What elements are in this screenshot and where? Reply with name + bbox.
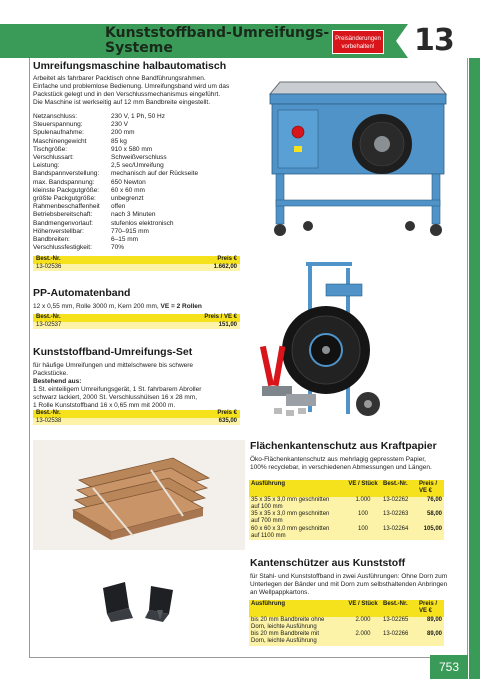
- price-table-header: [33, 410, 240, 418]
- price-table-row: [33, 418, 240, 426]
- order-number: 13-02262: [381, 497, 417, 512]
- machine-desc-line: Einfache und problemlose Bedienung. Umreifungsband wird um das: [33, 83, 230, 90]
- plastic-title: Kantenschützer aus Kunststoff: [250, 557, 406, 569]
- pp-title: PP-Automatenband: [33, 287, 131, 299]
- kraft-desc-line: 100% recyclebar, in verschiedenen Abmessungen und Längen.: [250, 464, 432, 471]
- machine-specs: [33, 113, 248, 252]
- header-price: Preis €: [217, 256, 237, 262]
- machine-desc-line: Die Maschine ist werkseitig auf 12 mm Bandbreite eingestellt.: [33, 99, 211, 106]
- execution-line: 35 x 35 x 3,0 mm geschnitten: [251, 511, 330, 518]
- chapter-number: 13: [414, 23, 454, 58]
- header-price: Preis / VE €: [417, 480, 444, 497]
- plastic-desc-line: an Wellpappkartons.: [250, 589, 310, 596]
- spec-value: 200 mm: [111, 129, 135, 137]
- price-value: 76,00: [417, 497, 444, 512]
- spec-value: Schweißverschluss: [111, 154, 167, 162]
- spec-key: Verschlussfestigkeit:: [33, 244, 92, 252]
- spec-row: [33, 228, 248, 236]
- plastic-desc-line: Unterlegen der Bänder und mit Dorn zum selbsthaltenden Anbringen: [250, 581, 448, 588]
- price-note-line2: vorbehalten!: [341, 44, 375, 50]
- kraft-price-table: [249, 480, 444, 540]
- execution-line: 35 x 35 x 3,0 mm geschnitten: [251, 496, 330, 503]
- page-title-line2: Systeme: [105, 40, 173, 56]
- set-contents-line: 1 Rolle Kunststoffband 16 x 0,65 mm mit 2000 m.: [33, 402, 176, 409]
- spec-value: 910 x 580 mm: [111, 145, 153, 153]
- spec-key: Rahmenbeschaffenheit: [33, 203, 100, 211]
- execution-cell: [249, 617, 345, 632]
- price-table-row: [33, 322, 240, 330]
- spec-key: Verschlussart:: [33, 154, 74, 162]
- page-title: [105, 24, 330, 58]
- spec-row: [33, 244, 248, 252]
- spec-row: [33, 170, 248, 178]
- price-value: 635,00: [218, 417, 237, 424]
- spec-key: max. Bandspannung:: [33, 178, 95, 186]
- price-value: 58,00: [417, 511, 444, 526]
- spec-key: kleinste Packgutgröße:: [33, 186, 100, 194]
- execution-cell: [249, 497, 345, 512]
- page-number: 753: [430, 655, 468, 679]
- spec-key: Bandmengenvorlauf:: [33, 219, 93, 227]
- header-price: Preis / VE €: [417, 600, 444, 617]
- header-ve: VE / Stück: [345, 600, 381, 617]
- plastic-desc-line: für Stahl- und Kunststoffband in zwei Ausführungen: Ohne Dorn zum: [250, 573, 448, 580]
- price-note-line1: Preisänderungen: [335, 36, 381, 42]
- spec-value: 230 V, 1 Ph, 50 Hz: [111, 113, 165, 120]
- table-row: [249, 497, 444, 512]
- spec-value: stufenlos elektronisch: [111, 219, 174, 227]
- set-desc-line: Packstücke.: [33, 370, 69, 377]
- spec-key: Betriebsbereitschaft:: [33, 211, 93, 219]
- set-price-table: [33, 410, 240, 425]
- table-header-row: [249, 600, 444, 617]
- price-change-notice: [332, 30, 384, 54]
- machine-desc-line: Arbeitet als fahrbarer Packtisch ohne Bandführungsrahmen.: [33, 75, 206, 82]
- spec-value: 650 Newton: [111, 178, 146, 186]
- spec-row: [33, 236, 248, 244]
- execution-cell: [249, 526, 345, 541]
- ve-cell: 100: [345, 511, 381, 526]
- spec-value: unbegrenzt: [111, 195, 144, 203]
- price-value: 1.662,00: [213, 263, 237, 270]
- spec-key: Höhenverstellbar:: [33, 227, 84, 235]
- right-edge-strip: [469, 58, 480, 679]
- spec-value: 2,5 sec/Umreifung: [111, 162, 164, 170]
- spec-value: nach 3 Minuten: [111, 211, 156, 219]
- execution-line: bis 20 mm Bandbreite mit: [251, 631, 320, 638]
- spec-row: [33, 113, 248, 121]
- machine-title: Umreifungsmaschine halbautomatisch: [33, 60, 227, 72]
- pp-price-table: [33, 314, 240, 329]
- spec-key: Steuerspannung:: [33, 121, 83, 129]
- order-number: 13-02536: [36, 263, 62, 270]
- execution-cell: [249, 511, 345, 526]
- plastic-price-table: [249, 600, 444, 646]
- execution-line: auf 700 mm: [251, 518, 283, 525]
- spec-row: [33, 220, 248, 228]
- spec-row: [33, 146, 248, 154]
- order-number: 13-02265: [381, 617, 417, 632]
- kraft-desc-line: Öko-Flächenkantenschutz aus mehrlagig gepresstem Papier,: [250, 456, 426, 463]
- set-contents-line: schwarz lackiert, 2000 St. Verschlusshülsen 16 x 28 mm,: [33, 394, 198, 401]
- chapter-arrow: [396, 24, 408, 58]
- table-row: [249, 631, 444, 646]
- execution-cell: [249, 631, 345, 646]
- spec-value: 6–15 mm: [111, 236, 139, 244]
- spec-value: 70%: [111, 244, 125, 252]
- machine-price-table: [33, 256, 240, 271]
- page-title-line1: Kunststoffband-Umreifungs-: [105, 25, 330, 41]
- execution-line: auf 100 mm: [251, 503, 283, 510]
- order-number: 13-02266: [381, 631, 417, 646]
- header-order-no: Best.-Nr.: [36, 410, 61, 416]
- spec-key: Leistung:: [33, 162, 60, 170]
- price-value: 151,00: [218, 321, 237, 328]
- order-number: 13-02263: [381, 511, 417, 526]
- spec-value: mechanisch auf der Rückseite: [111, 170, 199, 178]
- header-execution: Ausführung: [249, 480, 345, 497]
- spec-key: Bandbreiten:: [33, 236, 70, 244]
- spec-key: Netzanschluss:: [33, 113, 78, 120]
- machine-description: [33, 75, 248, 107]
- price-value: 89,00: [417, 631, 444, 646]
- strapping-machine-image: [250, 62, 464, 246]
- spec-row: [33, 138, 248, 146]
- spec-row: [33, 211, 248, 219]
- execution-line: 60 x 60 x 3,0 mm geschnitten: [251, 525, 330, 532]
- spec-row: [33, 154, 248, 162]
- order-number: 13-02264: [381, 526, 417, 541]
- spec-value: 770–915 mm: [111, 227, 149, 235]
- price-table-header: [33, 314, 240, 322]
- execution-line: bis 20 mm Bandbreite ohne: [251, 616, 325, 623]
- order-number: 13-02538: [36, 417, 62, 424]
- order-number: 13-02537: [36, 321, 62, 328]
- price-table-header: [33, 256, 240, 264]
- spec-key: Tischgröße:: [33, 145, 68, 153]
- spec-key: Maschinengewicht: [33, 137, 87, 145]
- spec-row: [33, 129, 248, 137]
- pp-description: [33, 303, 248, 311]
- header-order-no: Best.-Nr.: [381, 480, 417, 497]
- kraft-title: Flächenkantenschutz aus Kraftpapier: [250, 440, 437, 452]
- table-row: [249, 526, 444, 541]
- plastic-edge-protector-image: [33, 552, 245, 652]
- set-desc-line: für häufige Umreifungen und mittelschwere bis schwere: [33, 362, 194, 369]
- pp-desc-text: 12 x 0,55 mm, Rolle 3000 m, Kern 200 mm,: [33, 303, 161, 310]
- kraft-description: [250, 456, 464, 472]
- set-description: [33, 362, 248, 410]
- execution-line: Dorn, leichte Ausführung: [251, 638, 317, 645]
- header-price: Preis / VE €: [204, 314, 237, 320]
- kraft-edge-protector-image: [33, 440, 245, 550]
- spec-row: [33, 187, 248, 195]
- set-title: Kunststoffband-Umreifungs-Set: [33, 346, 193, 358]
- spec-value: 85 kg: [111, 137, 127, 145]
- header-execution: Ausführung: [249, 600, 345, 617]
- spec-value: offen: [111, 203, 126, 211]
- machine-desc-line: Packstück gelegt und in den Verschlussmechanismus eingeführt.: [33, 91, 221, 98]
- spec-row: [33, 162, 248, 170]
- table-header-row: [249, 480, 444, 497]
- header-order-no: Best.-Nr.: [381, 600, 417, 617]
- execution-line: Dorn, leichte Ausführung: [251, 623, 317, 630]
- ve-cell: 2.000: [345, 617, 381, 632]
- spec-row: [33, 121, 248, 129]
- price-value: 89,00: [417, 617, 444, 632]
- strapping-set-image: [256, 254, 388, 430]
- pp-desc-bold: VE = 2 Rollen: [160, 303, 202, 310]
- table-row: [249, 511, 444, 526]
- spec-key: größte Packgutgröße:: [33, 195, 96, 203]
- plastic-description: [250, 573, 464, 597]
- spec-value: 230 V: [111, 121, 128, 129]
- spec-value: 60 x 60 mm: [111, 186, 145, 194]
- header-order-no: Best.-Nr.: [36, 314, 61, 320]
- ve-cell: 100: [345, 526, 381, 541]
- header-order-no: Best.-Nr.: [36, 256, 61, 262]
- spec-row: [33, 203, 248, 211]
- spec-key: Spulenaufnahme:: [33, 129, 84, 137]
- price-value: 105,00: [417, 526, 444, 541]
- ve-cell: 2.000: [345, 631, 381, 646]
- header-price: Preis €: [217, 410, 237, 416]
- spec-row: [33, 195, 248, 203]
- set-contents-label: Bestehend aus:: [33, 378, 82, 385]
- spec-key: Bandspannverstellung:: [33, 170, 100, 178]
- price-table-row: [33, 264, 240, 272]
- execution-line: auf 1100 mm: [251, 533, 286, 540]
- header-ve: VE / Stück: [345, 480, 381, 497]
- set-contents-line: 1 St. einteiligem Umreifungsgerät, 1 St. fahrbarem Abroller: [33, 386, 202, 393]
- table-row: [249, 617, 444, 632]
- ve-cell: 1.000: [345, 497, 381, 512]
- spec-row: [33, 179, 248, 187]
